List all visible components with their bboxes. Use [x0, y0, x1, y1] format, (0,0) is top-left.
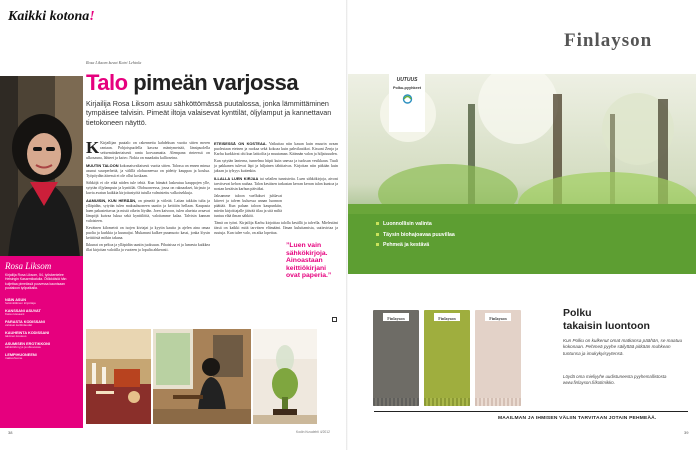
byline: Rosa Liksom kuvat Katri Lehtola — [86, 60, 142, 65]
author-name: Rosa Liksom — [5, 261, 52, 271]
badge-new-label: UUTUUS — [396, 77, 418, 83]
photo-oil-lamp — [253, 329, 317, 424]
lead-paragraph: Kirjailija Rosa Liksom asuu sähköttömässä puutalossa, jonka lämmittäminen tympäisee talvisin. Pimeät iltoja valaisevat kynttilät, öljylamput ja kannettavan tietokoneen näyttö. — [86, 99, 332, 127]
ad-body-text: Kun Polku on kulkenut omat matkansa päähän, se maatuu kokonaan. Pehmeä pyyhe säilyttää pitkään muhkean tuntunsa ja imukykyisyytensä. — [563, 338, 683, 356]
towel-grey: Finlayson — [373, 310, 419, 406]
paragraph: MUUTIN TALOON kokonaisvaltaisesti vuotta sitten. Talossa on ennen minua asunut suurperheitä, ja välillä olohuoneessa on pidetty kauppaa ja koulua. Työpöydän ääressä ei ole ollut koskaan. — [86, 162, 210, 179]
paragraph: K Kirjailijan puutalo on rakennettu kahdeksan vuotta sitten meren rantaan. Pohjoispuolella kasvaa mäntymetsää, länsipuolella seitsemänkertaisesti ranta korvaamatta. Alempana rinteessä on ulkosauna, lähteet ja kaivo. Nokia on maadattu kallioseina. — [86, 138, 210, 161]
article-column-2 — [214, 141, 338, 238]
paragraph: Ikkunat on peltoa ja ylläpidän uuniin juoksuun. Pihaisissa ei ja lumesta kaikkea illat kirjoitan valoitlla ja vuoteen ja lopulta ahkerasti. — [86, 242, 210, 252]
page-number: 39 — [684, 430, 689, 435]
section-kicker: Kaikki kotona! — [8, 9, 95, 24]
feature-item: Pehmeä ja kestävä — [376, 240, 455, 251]
info-item: LEMPIHUONEENI makuuhuone — [5, 352, 37, 361]
author-info-box — [0, 256, 83, 428]
info-item: ASUMISEN EROTIKKONI sähköttömyys ja ulkovessa — [5, 341, 50, 350]
ad-feature-list — [376, 219, 455, 251]
page-number: 38 — [8, 430, 13, 435]
towel-pink: Finlayson — [475, 310, 521, 406]
info-item: KANSSANI ASUVAT Katsu kissaani — [5, 308, 41, 317]
paragraph: Jaksamme taloon vaellukset juhlavat kiireet ja talven kuluessa annan luonnon päättää. Kun palaan taloon kaupunkiin, mietin kirjoittajalle jäävää tilaa ja sitä miltä tuntuu elää ilman sähköä. — [214, 193, 282, 218]
photo-author-sitting — [153, 329, 251, 424]
headline-highlight: Talo — [86, 70, 128, 95]
author-bio: Kirjailija Rosa Liksom, 54, työskentelee Helsingin Kasarmikatulla. Ötökkäisiä hän kuljettaa pimeässä puuvessa kaunisaan puutaloon työpaikalla. — [5, 273, 67, 291]
pull-quote: ”Luen vain sähkökirjoja. Ainoastaan keittiökirjani ovat paperia.” — [286, 242, 332, 280]
ad-title: Polku takaisin luontoon — [563, 307, 650, 332]
paragraph: ETEISESSÄ ON KOSTEAA. Vaikuttaa niin kauan kuin muurin avaan puolestaan eteinen ja ruokaa sekä kokoaa kuin pahvilaatikot. Kissani Zenja ja Karhu kurkkivat ohi kun lattioilta ja muutaman. Käännän valon ja hiljaisuuden. — [214, 141, 338, 157]
ad-website-note: Löydä oma mieliyyhe uudistuneesta pyyhemallistosta www.finlayson.fi/kotimikko. — [563, 374, 667, 385]
folio: Kodin Kuvalehti 4/2012 — [296, 430, 330, 434]
author-portrait — [0, 76, 83, 258]
finlayson-logo: Finlayson — [564, 30, 653, 51]
info-item: KAUHEINTA KODISSANI talvinen kosteus — [5, 330, 50, 339]
feature-item: Täysin biohajoavaa puuvillaa — [376, 230, 455, 241]
paragraph: Keväinen kilometrit on isojen kiviajat ja kyytin kautta ja ajelen aina omaa puolta ja kurkkia ja kuunaijat. Mukanani kulkee puumuoto kassi, jonka löysin keittiöstä mökin takana. — [86, 225, 210, 240]
eco-leaf-icon — [401, 94, 414, 104]
article-end-mark — [332, 317, 337, 322]
headline-text: pimeän varjossa — [133, 70, 299, 95]
paragraph: Tämä on työni. Kirjailija Karhu kirjoittaa talolla kesällä ja talvella. Mielestäni tässä on kaikki mitä tarvitsen elämääni. Ilman kuluttamista, uutisvirtaa ja ruutuja. Kun tulee valo, on aika lopettaa. — [214, 220, 338, 235]
divider — [374, 411, 688, 412]
article-column-1 — [86, 138, 210, 254]
towel-product-image — [373, 310, 521, 406]
towel-green: Finlayson — [424, 310, 470, 406]
ad-tagline: MAAILMAN JA IHMISEN VÄLIIN TARVITAAN JOTAIN PEHMEÄÄ. — [498, 416, 657, 421]
article-headline — [86, 70, 298, 96]
new-product-badge — [389, 74, 425, 132]
paragraph: AAMUISIN, KUN HERÄÄN, on pimeää ja viileää. Laitan takkiin tulta ja ylläpidän, sytytän tulen makuuhuoneen uuniin ja keittiön hellaan. Kaupasta haen pakastettavaa ja mistä oikein löydän. Joen kaivoon, tulen alueista avaavat lämpöjä kuivaa lukua sekä kynttilöitä, valoitamme kalaa. Talvisin kannan valoisteen. — [86, 197, 210, 224]
paragraph: ILLALLA LUEN KIRJAA tai selailen tunnisteita. Luen sähkökirjoja, aivoni tarvitsevat kehon rauhaa. Talon kesäisen tarkastan kerran kerran talon kuntoa ja nostan kesäisin karhun päiväksi. — [214, 175, 338, 191]
info-item: NÄIN ASUN helsinkiläinen kirjoittaja — [5, 297, 36, 306]
drop-cap: K — [86, 138, 100, 157]
badge-product-label: Polku-pyyhkeet — [392, 86, 422, 90]
info-item: PARASTA KODISSANI valoisat keittiölaudat — [5, 319, 45, 328]
paragraph: Sähköjä ei ole eikä niiden tule tehtä. Kun hämärä laskeutuu kauppojen ylle, sytytän öljylampuin ja kynttilät. Olohuoneessa, jossa on raknaakset, kirjasto ja kuvia avatun kaikkia kirjoitustyötä tutulla valmistettu valkoisekkuja. — [86, 180, 210, 196]
feature-item: Luonnollisin valinta — [376, 219, 455, 230]
paragraph: Kun sytytän lanterna, tunnelma hiipii kuin unessa ja tuoksun vesikkaan. Tuuli ja pakkanen tulevat läpi ja hiljainen tähtitaivas. Kirjoitan niin pitkään kuin jaksan ja tylsyys kuitenkin. — [214, 158, 338, 174]
photo-table-candles — [86, 329, 151, 424]
